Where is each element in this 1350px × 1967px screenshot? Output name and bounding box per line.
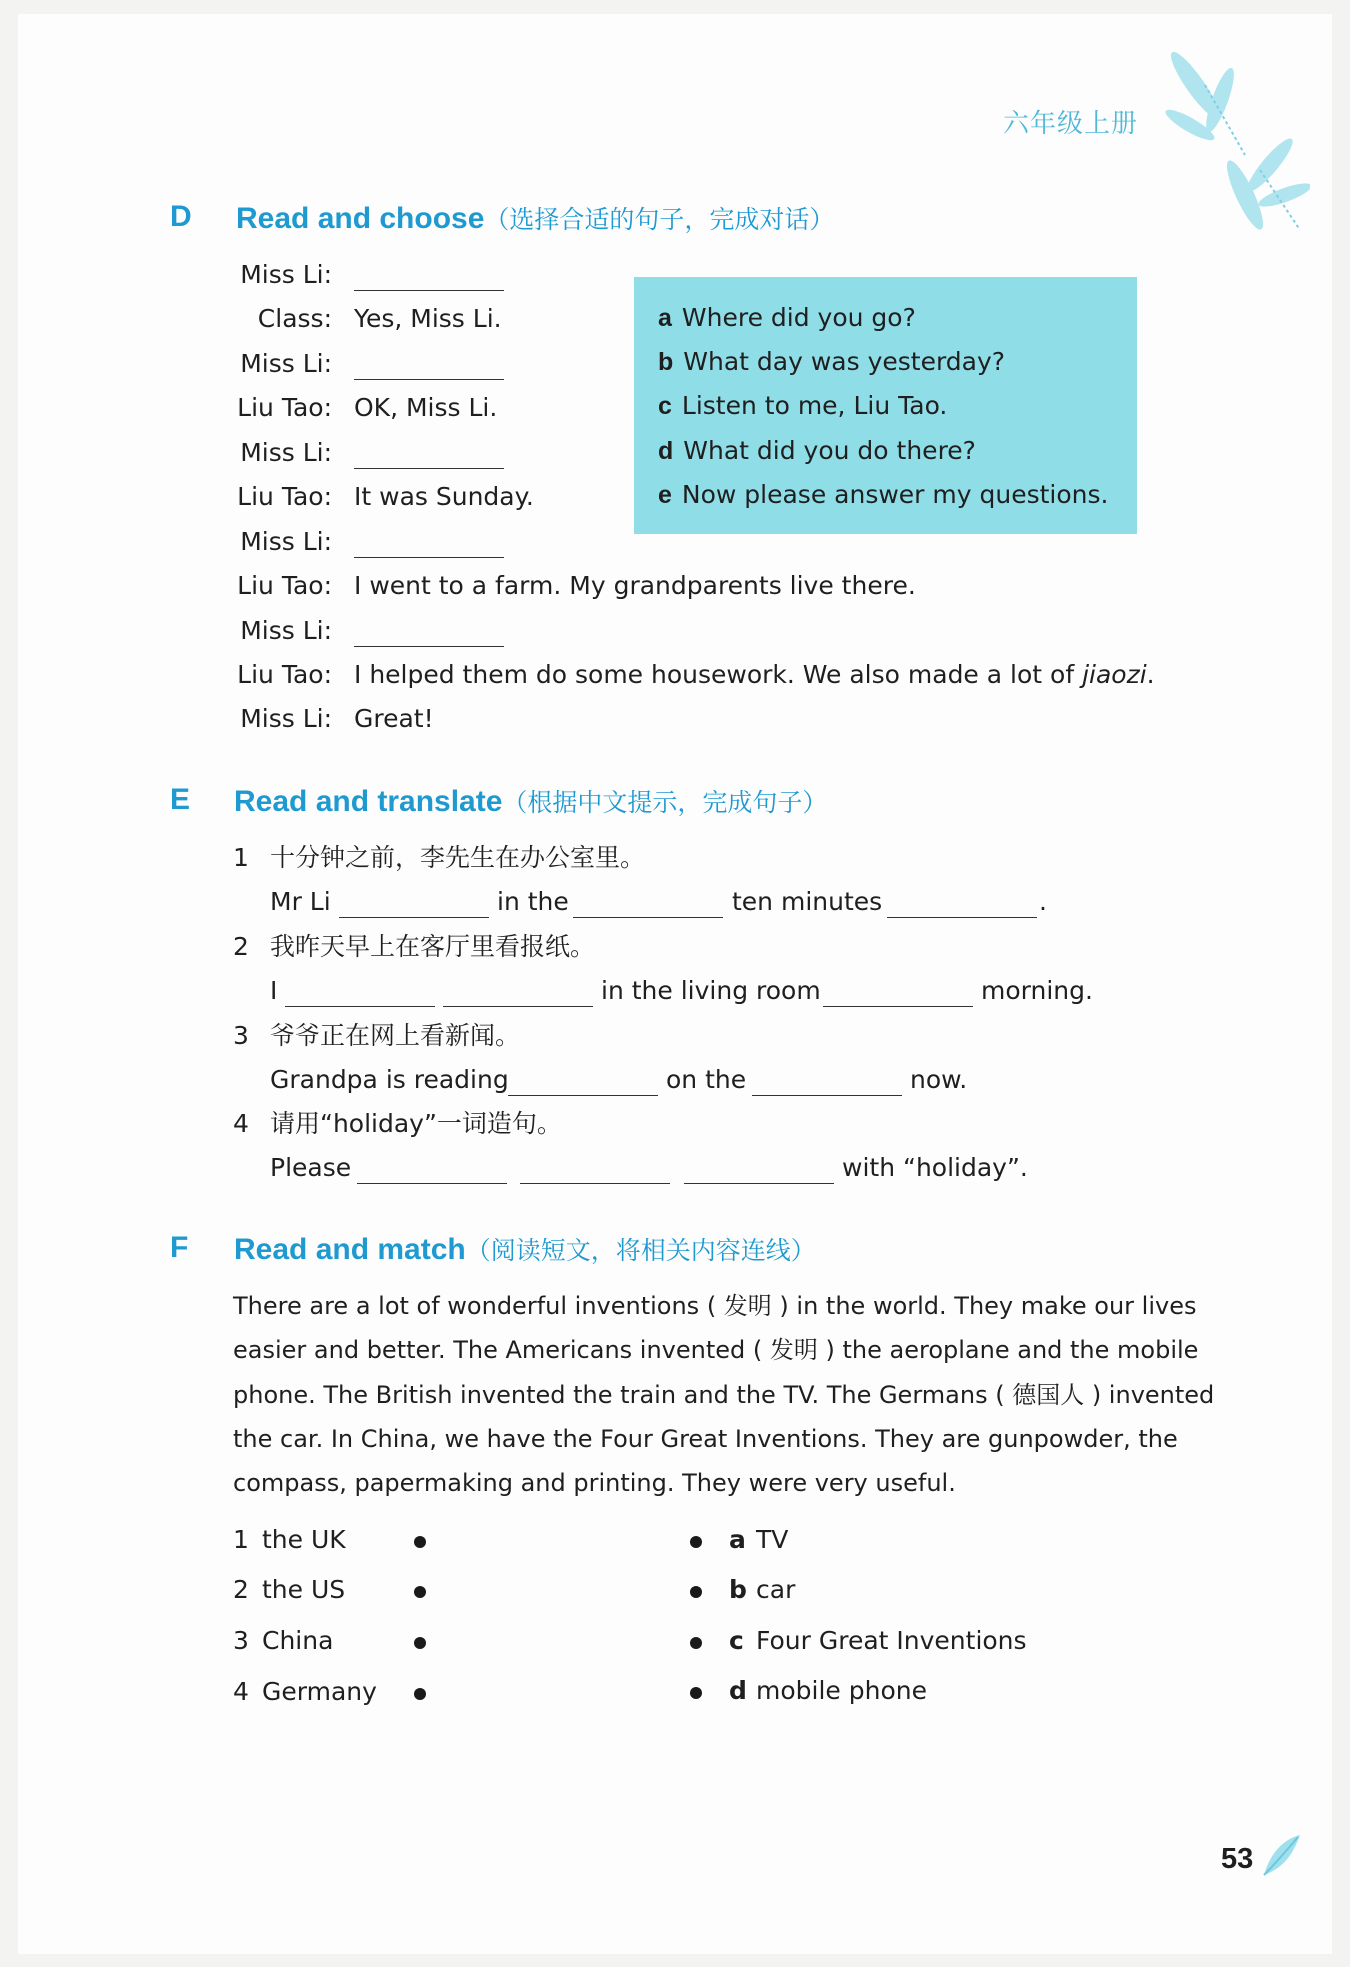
- dialogue-blank-3[interactable]: [354, 468, 504, 469]
- sentence-part: .: [1039, 887, 1047, 916]
- match-left-number: 3: [233, 1626, 249, 1655]
- item-chinese-prompt: 十分钟之前，李先生在办公室里。: [270, 843, 646, 872]
- match-right-item: Four Great Inventions: [756, 1626, 1027, 1655]
- passage-line: phone. The British invented the train and the TV. The Germans ( 德国人 ) invented: [233, 1381, 1215, 1409]
- item-number: 4: [233, 1109, 249, 1138]
- book-grade-label: 六年级上册: [1003, 109, 1139, 139]
- dialogue-speaker: Liu Tao:: [237, 660, 332, 689]
- choice-text: What day was yesterday?: [683, 347, 1006, 376]
- passage-line: easier and better. The Americans invented ( 发明 ) the aeroplane and the mobile: [233, 1336, 1199, 1364]
- match-left-number: 1: [233, 1525, 249, 1554]
- match-dot[interactable]: [690, 1687, 702, 1699]
- sentence-part: Grandpa is reading: [270, 1065, 509, 1094]
- match-right-item: car: [756, 1575, 796, 1604]
- sentence-part: in the living room: [601, 976, 821, 1005]
- dialogue-line-end: .: [1146, 660, 1155, 689]
- match-right-letter: c: [729, 1626, 744, 1655]
- dialogue-line: OK, Miss Li.: [354, 393, 498, 422]
- section-d-title-cn: （选择合适的句子，完成对话）: [484, 206, 835, 234]
- choice-text: Now please answer my questions.: [681, 480, 1109, 509]
- match-dot[interactable]: [414, 1586, 426, 1598]
- sentence-part: in the: [497, 887, 569, 916]
- match-left-number: 4: [233, 1677, 249, 1706]
- dialogue-speaker: Miss Li:: [240, 527, 332, 556]
- choice-item-d[interactable]: [658, 436, 976, 466]
- section-d-letter: D: [170, 200, 192, 233]
- passage-line: compass, papermaking and printing. They were very useful.: [233, 1469, 956, 1497]
- match-dot[interactable]: [690, 1536, 702, 1548]
- dialogue-blank-4[interactable]: [354, 557, 504, 558]
- dialogue-speaker: Liu Tao:: [237, 482, 332, 511]
- section-e-title-en: Read and translate: [234, 785, 503, 818]
- translate-blank[interactable]: [339, 917, 489, 918]
- section-d-title: [236, 200, 834, 236]
- match-dot[interactable]: [414, 1536, 426, 1548]
- translate-blank[interactable]: [684, 1183, 834, 1184]
- translate-blank[interactable]: [285, 1006, 435, 1007]
- translate-blank[interactable]: [357, 1183, 507, 1184]
- section-f-title-en: Read and match: [234, 1233, 466, 1266]
- match-dot[interactable]: [690, 1637, 702, 1649]
- translate-blank[interactable]: [887, 917, 1037, 918]
- dialogue-line: Great!: [354, 704, 434, 733]
- passage-line: There are a lot of wonderful inventions ( 发明 ) in the world. They make our lives: [233, 1292, 1197, 1320]
- sentence-part: I: [270, 976, 278, 1005]
- section-e-title: [234, 783, 827, 819]
- dialogue-line: It was Sunday.: [354, 482, 534, 511]
- translate-blank[interactable]: [823, 1006, 973, 1007]
- translate-blank[interactable]: [520, 1183, 670, 1184]
- item-number: 1: [233, 843, 249, 872]
- choice-text: Listen to me, Liu Tao.: [681, 391, 948, 420]
- dialogue-speaker: Class:: [257, 304, 332, 333]
- match-left-item: the US: [262, 1575, 346, 1604]
- match-right-item: mobile phone: [756, 1676, 927, 1705]
- match-right-letter: b: [729, 1575, 747, 1604]
- sentence-part: now.: [910, 1065, 968, 1094]
- item-number: 2: [233, 932, 249, 961]
- dialogue-speaker: Miss Li:: [240, 616, 332, 645]
- page-number: 53: [1221, 1843, 1254, 1875]
- dialogue-line: [354, 660, 1155, 690]
- section-e-title-cn: （根据中文提示，完成句子）: [502, 789, 828, 817]
- sentence-part: Please: [270, 1153, 352, 1182]
- dialogue-blank-2[interactable]: [354, 379, 504, 380]
- passage-line: the car. In China, we have the Four Great Inventions. They are gunpowder, the: [233, 1425, 1178, 1453]
- translate-blank[interactable]: [573, 917, 723, 918]
- dialogue-speaker: Liu Tao:: [237, 393, 332, 422]
- match-right-letter: d: [729, 1676, 747, 1705]
- section-f-title-cn: （阅读短文，将相关内容连线）: [465, 1237, 816, 1265]
- choice-item-b[interactable]: [658, 347, 1005, 377]
- translate-blank[interactable]: [443, 1006, 593, 1007]
- dialogue-speaker: Liu Tao:: [237, 571, 332, 600]
- dialogue-speaker: Miss Li:: [240, 349, 332, 378]
- item-chinese-prompt: 请用“holiday”一词造句。: [270, 1109, 562, 1138]
- item-chinese-prompt: 我昨天早上在客厅里看报纸。: [270, 932, 596, 961]
- match-left-item: Germany: [262, 1677, 377, 1706]
- dialogue-line: Yes, Miss Li.: [354, 304, 502, 333]
- dialogue-speaker: Miss Li:: [240, 704, 332, 733]
- leaf-decoration-icon: [1260, 1833, 1302, 1879]
- section-f-title: [234, 1231, 816, 1267]
- match-left-item: the UK: [262, 1525, 346, 1554]
- choice-letter: a: [658, 304, 672, 332]
- sentence-part: morning.: [981, 976, 1093, 1005]
- translate-blank[interactable]: [752, 1095, 902, 1096]
- match-dot[interactable]: [414, 1637, 426, 1649]
- match-left-item: China: [262, 1626, 334, 1655]
- dialogue-speaker: Miss Li:: [240, 260, 332, 289]
- choice-letter: c: [658, 392, 672, 420]
- sentence-part: Mr Li: [270, 887, 331, 916]
- choice-text: Where did you go?: [681, 303, 916, 332]
- choices-box: [634, 277, 1137, 534]
- sentence-part: with “holiday”.: [842, 1153, 1028, 1182]
- translate-blank[interactable]: [508, 1095, 658, 1096]
- match-dot[interactable]: [414, 1688, 426, 1700]
- dialogue-blank-1[interactable]: [354, 290, 504, 291]
- section-d-title-en: Read and choose: [236, 202, 485, 235]
- match-left-number: 2: [233, 1575, 249, 1604]
- dialogue-line-italic: jiaozi: [1082, 660, 1147, 689]
- match-dot[interactable]: [690, 1586, 702, 1598]
- dialogue-line: I went to a farm. My grandparents live there.: [354, 571, 916, 600]
- match-right-item: TV: [756, 1525, 789, 1554]
- choice-item-e[interactable]: [658, 480, 1108, 510]
- item-number: 3: [233, 1021, 249, 1050]
- choice-item-a[interactable]: [658, 303, 916, 333]
- dialogue-blank-5[interactable]: [354, 646, 504, 647]
- sentence-part: on the: [666, 1065, 747, 1094]
- section-f-letter: F: [170, 1231, 189, 1264]
- choice-text: What did you do there?: [683, 436, 976, 465]
- choice-letter: b: [658, 348, 674, 376]
- dialogue-line-text: I helped them do some housework. We also made a lot of: [354, 660, 1083, 689]
- choice-item-c[interactable]: [658, 391, 947, 421]
- item-chinese-prompt: 爷爷正在网上看新闻。: [270, 1021, 521, 1050]
- choice-letter: d: [658, 437, 674, 465]
- dragonfly-decoration-icon: [1150, 45, 1310, 245]
- section-e-letter: E: [170, 783, 191, 816]
- dialogue-speaker: Miss Li:: [240, 438, 332, 467]
- sentence-part: ten minutes: [732, 887, 883, 916]
- choice-letter: e: [658, 481, 672, 509]
- match-right-letter: a: [729, 1525, 746, 1554]
